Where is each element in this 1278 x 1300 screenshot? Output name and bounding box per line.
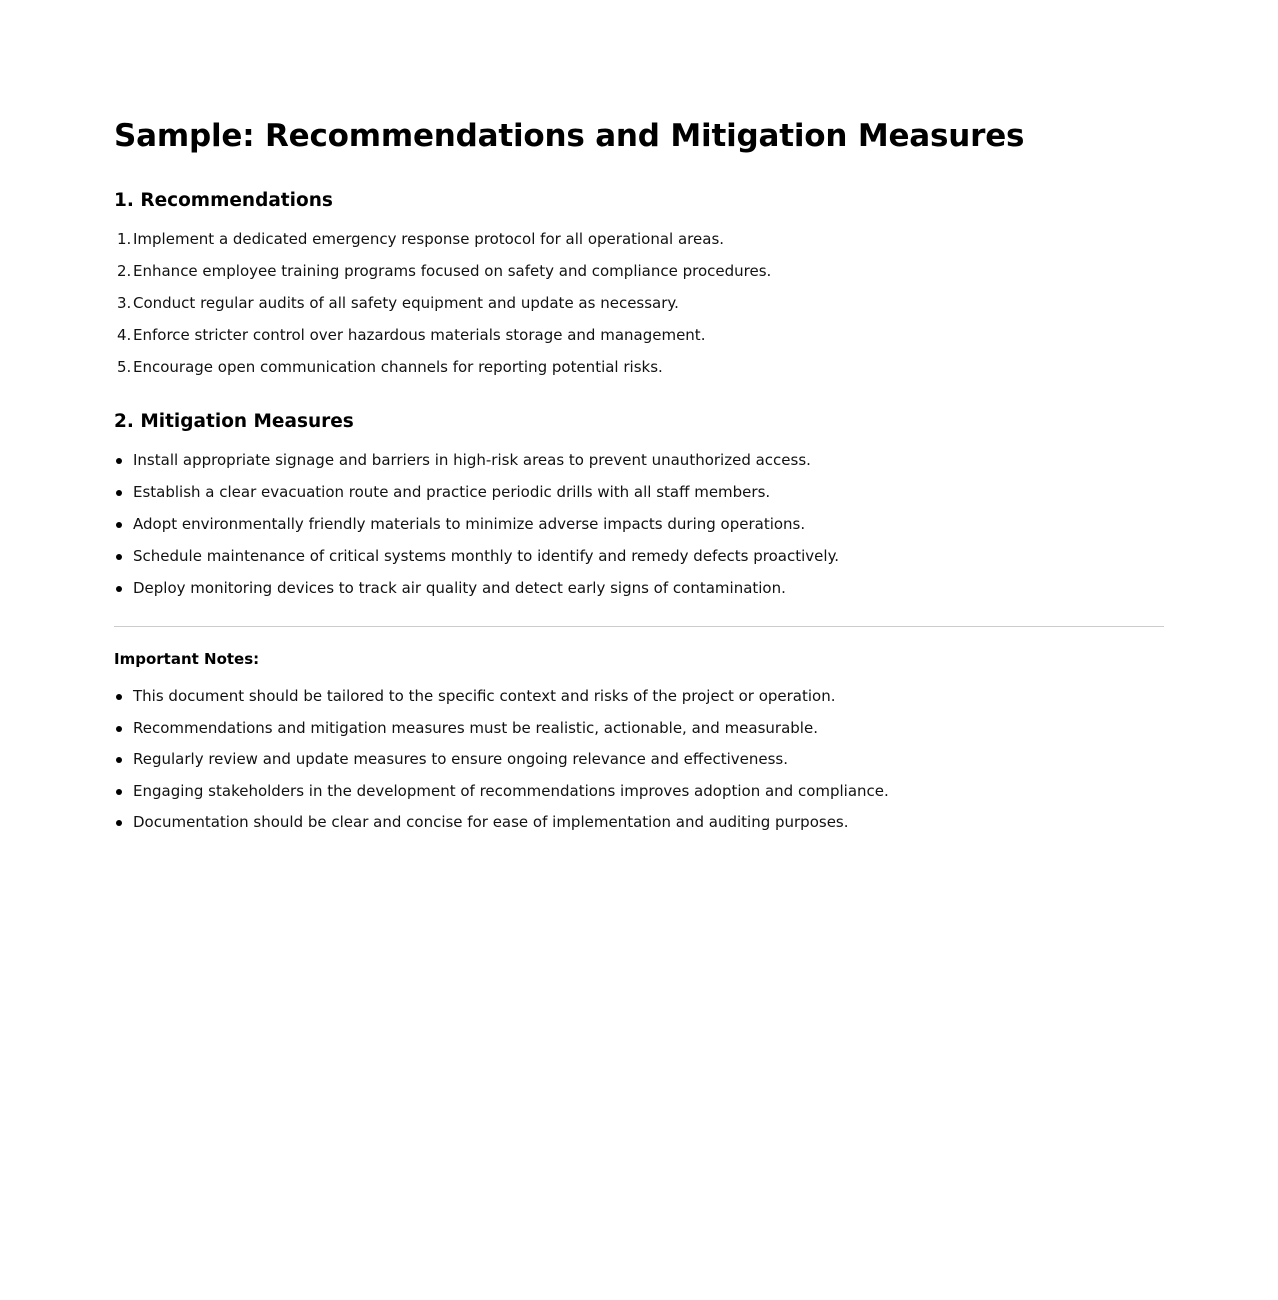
item-text: This document should be tailored to the specific context and risks of the project or operation. [133, 687, 836, 705]
item-text: Encourage open communication channels for reporting potential risks. [133, 358, 663, 376]
list-item [114, 450, 1164, 470]
list-item [114, 357, 1164, 377]
list-item [114, 514, 1164, 534]
notes-list [114, 686, 1164, 832]
item-text: Engaging stakeholders in the development of recommendations improves adoption and compliance. [133, 781, 889, 800]
item-text: Establish a clear evacuation route and practice periodic drills with all staff members. [133, 483, 771, 501]
mitigation-list [114, 450, 1164, 598]
bullet-icon [116, 586, 122, 592]
item-number: 1. [117, 230, 132, 248]
item-number: 4. [117, 326, 132, 344]
item-text: Adopt environmentally friendly materials to minimize adverse impacts during operations. [133, 515, 806, 533]
list-item [114, 229, 1164, 249]
bullet-icon [116, 458, 122, 464]
bullet-icon [116, 694, 122, 700]
list-item [114, 749, 1164, 769]
list-item [114, 686, 1164, 706]
list-item [114, 261, 1164, 281]
section-divider [114, 626, 1164, 627]
list-item [114, 325, 1164, 345]
item-text: Implement a dedicated emergency response protocol for all operational areas. [133, 230, 725, 248]
bullet-icon [116, 490, 122, 496]
item-text: Schedule maintenance of critical systems monthly to identify and remedy defects proactively. [133, 547, 840, 565]
item-text: Recommendations and mitigation measures must be realistic, actionable, and measurable. [133, 718, 818, 737]
item-text: Documentation should be clear and concise for ease of implementation and auditing purposes. [133, 813, 849, 831]
list-item [114, 812, 1164, 832]
item-text: Enhance employee training programs focused on safety and compliance procedures. [133, 262, 772, 280]
item-text: Regularly review and update measures to ensure ongoing relevance and effectiveness. [133, 750, 788, 768]
bullet-icon [116, 726, 122, 732]
notes-heading: Important Notes: [114, 650, 260, 668]
bullet-icon [116, 789, 122, 795]
mitigation-heading: 2. Mitigation Measures [114, 411, 354, 432]
bullet-icon [116, 522, 122, 528]
item-text: Install appropriate signage and barriers in high-risk areas to prevent unauthorized access. [133, 451, 811, 469]
list-item [114, 718, 1164, 738]
list-item [114, 546, 1164, 566]
item-number: 5. [117, 358, 132, 376]
recommendations-heading: 1. Recommendations [114, 190, 333, 211]
recommendations-list [114, 229, 1164, 377]
item-text: Enforce stricter control over hazardous materials storage and management. [133, 326, 706, 344]
page-title: Sample: Recommendations and Mitigation Measures [114, 118, 1025, 154]
bullet-icon [116, 554, 122, 560]
item-number: 2. [117, 262, 132, 280]
item-text: Deploy monitoring devices to track air quality and detect early signs of contamination. [133, 579, 786, 597]
list-item [114, 482, 1164, 502]
list-item [114, 578, 1164, 598]
bullet-icon [116, 757, 122, 763]
bullet-icon [116, 820, 122, 826]
list-item [114, 781, 1164, 801]
list-item [114, 293, 1164, 313]
item-number: 3. [117, 294, 132, 312]
item-text: Conduct regular audits of all safety equipment and update as necessary. [133, 294, 679, 312]
